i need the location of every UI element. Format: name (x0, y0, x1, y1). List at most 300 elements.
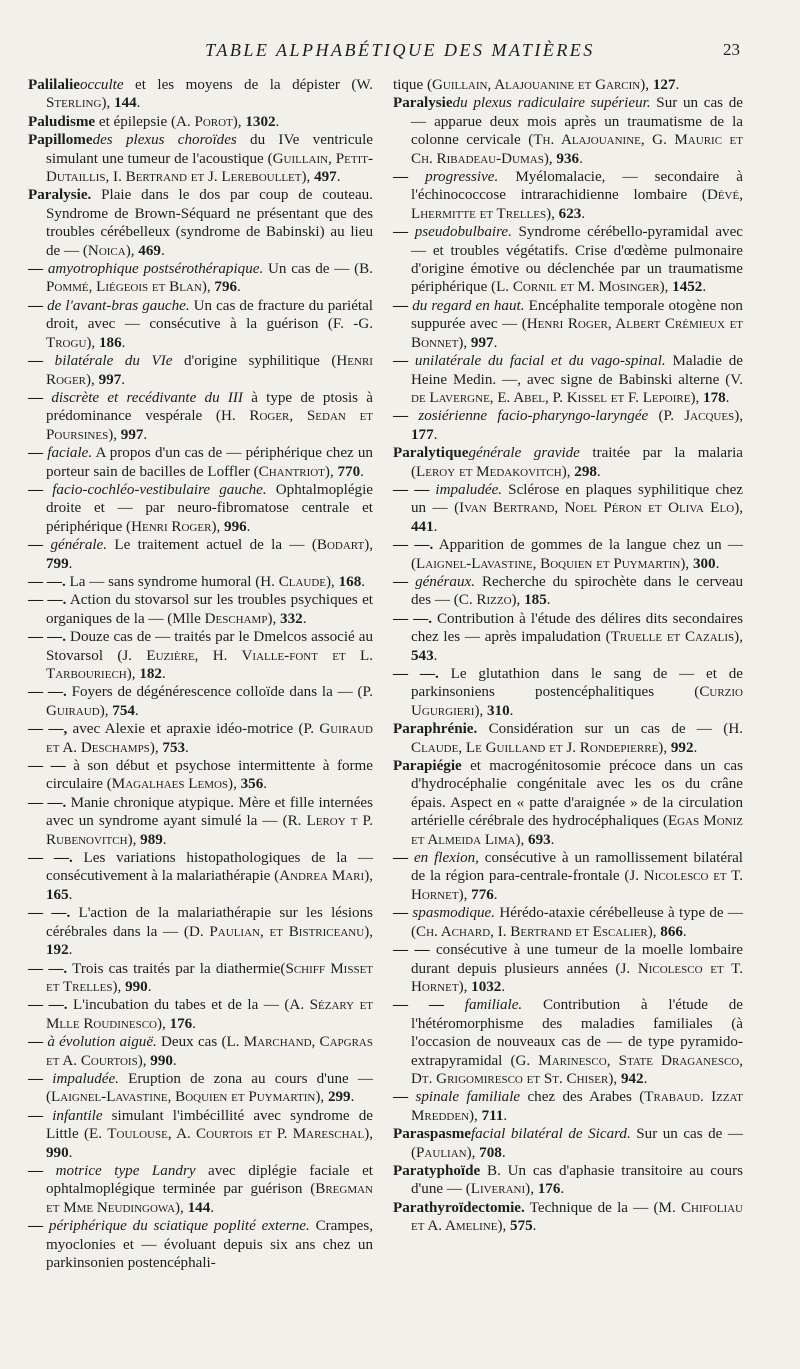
entry-authors: Liverani (470, 1181, 526, 1198)
entry-end: . (68, 1144, 73, 1161)
entry-end: . (161, 666, 166, 682)
entry-end: . (350, 1089, 355, 1106)
index-entry (28, 628, 373, 683)
entry-qualifier: unilatérale du facial et du vago-spinal. (414, 353, 666, 370)
entry-page-ref: 711 (481, 1107, 504, 1124)
index-entry (28, 794, 373, 849)
entry-page-ref: 332 (280, 610, 303, 627)
entry-punct: ), (466, 1144, 480, 1161)
entry-heading: — — (393, 481, 436, 498)
index-entry (28, 389, 373, 444)
entry-page-ref: 186 (98, 334, 122, 351)
entry-page-ref: 182 (139, 666, 162, 682)
entry-heading: — —. (393, 610, 432, 627)
entry-punct: ), (232, 113, 246, 130)
index-entry (393, 407, 743, 444)
entry-end: . (185, 739, 189, 756)
index-entry (393, 573, 743, 610)
entry-end: . (336, 169, 341, 186)
entry-end: . (503, 1107, 508, 1124)
entry-qualifier: discrète et recédivante du III (51, 389, 243, 406)
index-entry (28, 536, 373, 573)
entry-page-ref: 754 (112, 702, 135, 719)
entry-page-ref: 992 (670, 739, 694, 756)
entry-page-ref: 310 (487, 702, 510, 719)
entry-page-ref: 192 (46, 942, 69, 959)
left-column (28, 76, 373, 1272)
entry-authors: Jacques (684, 408, 735, 425)
entry-text: Eruption de zona au cours d'une — ( (46, 1070, 373, 1106)
entry-end: . (682, 923, 687, 940)
entry-page-ref: 1452 (672, 279, 703, 296)
entry-page-ref: 185 (524, 592, 547, 609)
entry-punct: ), (364, 868, 373, 885)
entry-authors: Deschamp (204, 610, 268, 627)
entry-page-ref: 942 (620, 1070, 644, 1087)
entry-qualifier: généraux. (415, 573, 475, 590)
entry-text: L'incubation du tabes et de la — (A. (67, 997, 310, 1014)
entry-heading: — —. (28, 684, 67, 701)
index-entry (28, 904, 373, 959)
entry-authors: Claude (278, 573, 327, 590)
entry-authors: Ch. Achard, I. Bertrand et Escalier (416, 923, 648, 940)
entry-text: Contribution à l'étude des délires dits secondaires chez les — après impaludation ( (411, 610, 743, 646)
entry-qualifier: spinale familiale (415, 1089, 521, 1106)
entry-page-ref: 168 (338, 573, 362, 590)
entry-text: Hérédo-ataxie cérébelleuse à type de — ( (411, 905, 743, 940)
entry-authors: Chifoliau et A. Ameline (411, 1199, 743, 1235)
entry-authors: Nicolesco et T. Hornet (411, 868, 743, 903)
entry-page-ref: 356 (240, 776, 264, 793)
entry-qualifier: générale gravide (468, 445, 580, 462)
entry-punct: ), (658, 739, 671, 756)
entry-text: Maladie de Heine Medin. —, avec signe de Babinski alterne (V. (411, 353, 743, 388)
index-entry (28, 352, 373, 389)
entry-heading: — — (28, 758, 66, 775)
index-entry (28, 960, 373, 997)
entry-text: consécutive à un ramollissement bilatéral de la région para-centrale-frontale (J. (411, 850, 743, 885)
index-entry (393, 168, 743, 223)
entry-text: Sur un cas de — apparue deux mois après un traumatisme de la colonne cervicale ( (411, 95, 743, 149)
entry-punct: ), (734, 629, 743, 646)
index-entry (393, 481, 743, 536)
entry-text: Le traitement actuel de la — ( (107, 537, 317, 554)
entry-punct: ), (458, 334, 471, 351)
index-entry (393, 996, 743, 1088)
entry-heading: — (28, 445, 48, 462)
entry-text: (P. (648, 408, 685, 425)
entry-punct: ), (734, 500, 743, 517)
entry-end: . (162, 831, 167, 848)
entry-page-ref: 575 (510, 1218, 533, 1235)
entry-page-ref: 298 (574, 463, 597, 480)
entry-heading: — (393, 224, 415, 241)
entry-authors: Bregman et Mme Neudingowa (46, 1181, 373, 1216)
index-entry (28, 186, 373, 260)
entry-punct: ), (497, 1218, 511, 1235)
entry-text: et les moyens de la dépister (W. (123, 77, 373, 93)
entry-qualifier: occulte (79, 77, 124, 93)
entry-page-ref: 1302 (245, 113, 276, 130)
entry-authors: Laignel-Lavastine, Boquien et Puymartin (51, 1089, 316, 1106)
entry-authors: Henri Roger (46, 353, 373, 388)
entry-heading: — (28, 353, 55, 370)
entry-text: Syndrome cérébello-pyramidal avec — et troubles végétatifs. Crise d'œdème pulmonaire d'origine émotive ou déclenchée par un traumatisme périphérique (L. (411, 224, 743, 296)
entry-authors: de Lavergne, E. Abel, P. Kissel et F. Lepoire (411, 389, 691, 406)
index-entry (393, 1125, 743, 1162)
entry-qualifier: amyotrophique postsérothérapique. (47, 261, 264, 278)
entry-heading: — —. (28, 794, 67, 811)
entry-text: Manie chronique atypique. Mère et fille internées avec un syndrome ayant simulé la — (R. (46, 794, 373, 830)
index-entry (28, 1217, 373, 1272)
entry-page-ref: 497 (314, 169, 337, 186)
entry-page-ref: 866 (660, 923, 683, 940)
entry-authors: Nicolesco et T. Hornet (411, 960, 743, 995)
entry-heading: — —. (28, 905, 71, 922)
entry-authors: Marchand, Capgras et A. Courtois (46, 1034, 373, 1069)
entry-punct: ), (511, 592, 525, 609)
entry-punct: ), (101, 95, 115, 112)
entry-end: . (581, 205, 586, 222)
entry-authors: Schiff Misset et Trelles (46, 960, 374, 995)
entry-qualifier: progressive. (425, 169, 499, 186)
entry-end: . (702, 279, 707, 296)
entry-heading: — (28, 389, 52, 406)
entry-end: . (560, 1181, 565, 1198)
entry-punct: ), (364, 537, 373, 554)
entry-heading: Parathyroïdectomie. (393, 1199, 525, 1216)
entry-page-ref: 469 (138, 242, 161, 259)
entry-punct: ), (680, 555, 693, 572)
entry-page-ref: 127 (652, 77, 676, 93)
entry-end: . (501, 1144, 506, 1161)
entry-punct: ), (125, 242, 139, 259)
entry-heading: — — (393, 997, 465, 1014)
entry-heading: Paralysie (393, 95, 453, 112)
index-entry (393, 223, 743, 297)
entry-authors: Claude, Le Guilland et J. Rondepierre (411, 739, 659, 756)
entry-authors: Roger, Sedan et Poursines (46, 408, 374, 443)
entry-text: Apparition de gommes de la langue chez un — ( (411, 537, 743, 572)
entry-end: . (136, 95, 141, 112)
entry-text: et épilepsie (A. (95, 113, 195, 130)
entry-end: . (147, 978, 152, 995)
entry-heading: — (393, 169, 426, 186)
entry-heading: — (28, 297, 48, 314)
entry-authors: Toulouse, A. Courtois et P. Mareschal (107, 1126, 365, 1143)
entry-heading: — (28, 1162, 56, 1179)
entry-end: . (275, 113, 280, 130)
entry-page-ref: 997 (120, 426, 144, 443)
entry-end: . (134, 702, 139, 719)
entry-page-ref: 796 (214, 279, 238, 296)
page-number: 23 (723, 40, 740, 59)
entry-heading: — (393, 408, 419, 425)
index-entry (393, 904, 743, 941)
entry-text: Sclérose en plaques syphilitique chez un — ( (411, 481, 743, 517)
entry-text: à son début et psychose intermittente à forme circulaire ( (46, 758, 373, 793)
index-entry (28, 297, 373, 352)
entry-end: . (532, 1218, 537, 1235)
entry-end: . (246, 518, 251, 535)
entry-page-ref: 176 (169, 1015, 193, 1032)
entry-punct: ), (211, 518, 225, 535)
entry-end: . (263, 776, 268, 793)
entry-authors: Magalhaes Lemos (111, 776, 229, 793)
entry-authors: Trogu (46, 334, 87, 351)
entry-qualifier: du plexus radiculaire supérieur. (452, 95, 651, 112)
entry-qualifier: infantile (52, 1107, 103, 1124)
entry-heading: Paralysie. (28, 187, 92, 204)
index-entry (28, 1033, 373, 1070)
entry-page-ref: 770 (337, 463, 361, 480)
entry-page-ref: 989 (140, 831, 163, 848)
entry-text: Un cas de — (B. (263, 261, 373, 278)
entry-authors: Egas Moniz et Almeida Lima (411, 813, 743, 848)
entry-heading: Paraphrénie. (393, 721, 478, 738)
entry-punct: ), (546, 205, 559, 222)
entry-heading: Palilalie (28, 77, 80, 93)
entry-punct: ), (640, 77, 653, 93)
entry-punct: ), (458, 886, 472, 903)
entry-heading: Paratyphoïde (393, 1162, 481, 1179)
entry-text: Encéphalite temporale otogène non suppurée avec — ( (411, 297, 743, 333)
entry-qualifier: facial bilatéral de Sicard. (470, 1126, 631, 1143)
entry-authors: Guiraud et A. Deschamps (46, 721, 373, 756)
entry-qualifier: faciale. (47, 445, 93, 462)
entry-authors: Henri Roger (131, 518, 212, 535)
entry-text: Ophtalmoplégie droite et — par neuro-fibromatose centrale et périphérique ( (46, 481, 373, 535)
entry-heading: — (28, 261, 48, 278)
entry-text: La — sans syndrome humoral (H. (65, 573, 279, 590)
entry-authors: Laignel-Lavastine, Boquien et Puymartin (416, 555, 681, 572)
entry-heading: Paralytique (393, 445, 469, 462)
entry-page-ref: 144 (187, 1199, 211, 1216)
entry-heading: — (393, 1089, 416, 1106)
entry-heading: — —. (28, 960, 68, 977)
entry-text: B. Un cas d'aphasie transitoire au cours d'une — ( (411, 1162, 743, 1198)
index-entry (28, 591, 373, 628)
index-entry (393, 76, 743, 94)
entry-page-ref: 996 (224, 518, 247, 535)
entry-punct: ), (156, 1015, 170, 1032)
entry-punct: ), (201, 279, 215, 296)
entry-qualifier: de l'avant-bras gauche. (47, 297, 190, 314)
entry-authors: Guillain, Alajouanine et Garcin (431, 77, 641, 93)
entry-text: Le glutathion dans le sang de — et de parkinsoniens postencéphalitiques ( (411, 666, 743, 701)
entry-authors: Sézary et Mlle Roudinesco (46, 997, 374, 1032)
entry-text: simulant l'imbécillité avec syndrome de Little (E. (46, 1107, 373, 1143)
entry-end: . (210, 1199, 215, 1216)
entry-authors: Andrea Mari (279, 868, 365, 885)
index-entry (28, 996, 373, 1033)
entry-end: . (596, 463, 601, 480)
entry-punct: ), (126, 666, 140, 682)
entry-heading: — (28, 1218, 49, 1235)
entry-end: . (433, 647, 438, 664)
entry-page-ref: 543 (411, 647, 434, 664)
index-entry (28, 573, 373, 591)
entry-page-ref: 178 (703, 389, 726, 406)
entry-authors: Bodart (316, 537, 365, 554)
index-entry (393, 352, 743, 407)
entry-end: . (725, 389, 730, 406)
entry-authors: Chantriot (258, 463, 325, 480)
entry-heading: — —. (393, 666, 439, 682)
entry-qualifier: impaludée. (435, 481, 503, 498)
entry-end: . (172, 1052, 177, 1069)
index-entry (28, 849, 373, 904)
entry-text: Deux cas (L. (156, 1034, 244, 1051)
entry-authors: Dévé, Lhermitte et Trelles (411, 187, 743, 222)
index-entry (393, 536, 743, 573)
entry-heading: Parapiégie (393, 758, 462, 775)
index-entry (28, 481, 373, 536)
entry-punct: ), (267, 610, 281, 627)
entry-punct: ), (525, 1181, 538, 1198)
entry-end: . (715, 555, 720, 572)
entry-end: . (360, 463, 364, 480)
entry-authors: Noica (87, 242, 126, 259)
entry-authors: Porot (194, 113, 233, 130)
entry-text: Plaie dans le dos par coup de couteau. Syndrome de Brown-Séquard ne présentant que des troubles cérébelleux (syndrome de Babinski) au lieu de — ( (46, 187, 373, 259)
entry-text: Sur un cas de — ( (411, 1126, 743, 1161)
entry-page-ref: 708 (479, 1144, 502, 1161)
entry-heading: Paraspasme (393, 1126, 471, 1143)
entry-punct: ), (326, 573, 339, 590)
entry-end: . (361, 573, 366, 590)
index-entry (28, 444, 373, 481)
entry-text: du IVe ventricule simulant une tumeur de l'acoustique ( (46, 132, 373, 167)
entry-page-ref: 997 (98, 371, 122, 388)
entry-punct: ), (543, 150, 557, 167)
index-entry (393, 941, 743, 996)
entry-qualifier: générale. (50, 537, 108, 554)
entry-page-ref: 753 (162, 739, 186, 756)
entry-qualifier: du regard en haut. (412, 297, 525, 314)
entry-page-ref: 177 (411, 426, 434, 443)
entry-authors: Leroy t P. Rubenovitch (46, 813, 373, 848)
entry-punct: ), (734, 408, 743, 425)
entry-punct: ), (458, 978, 472, 995)
entry-punct: ), (474, 702, 488, 719)
entry-end: . (302, 610, 307, 627)
entry-text: traitée par la malaria ( (411, 445, 744, 480)
entry-punct: ), (175, 1199, 188, 1216)
index-entry (393, 665, 743, 720)
entry-punct: ), (469, 1107, 482, 1124)
entry-heading: — (28, 1034, 48, 1051)
entry-punct: ), (228, 776, 241, 793)
entry-text: Considération sur un cas de — (H. (477, 721, 743, 738)
entry-end: . (433, 518, 438, 535)
index-entry (28, 720, 373, 757)
entry-page-ref: 799 (46, 555, 69, 572)
entry-text: et macrogénitosomie précoce dans un cas d'hydrocéphalie congénitale avec les os du crâne épais. Aspect en « patte d'araignée » de la circulation artérielle cérébrale des hydrocéphaliques ( (411, 758, 743, 830)
entry-page-ref: 623 (558, 205, 582, 222)
index-entry (28, 1107, 373, 1162)
entry-end: . (546, 592, 551, 609)
entry-authors: Curzio Ugurgieri (411, 684, 743, 719)
entry-authors: Guillain, Petit-Dutaillis, I. Bertrand et J. Lereboullet (46, 150, 373, 186)
entry-page-ref: 1032 (471, 978, 502, 995)
entry-text: Action du stovarsol sur les troubles psychiques et organiques de la — (Mlle (46, 592, 374, 627)
entry-punct: ), (108, 426, 121, 443)
entry-punct: ), (301, 169, 315, 186)
index-entry (28, 757, 373, 794)
entry-end: . (68, 942, 73, 959)
entry-authors: Paulian, et Bistriceanu (209, 923, 365, 940)
right-column (393, 76, 743, 1236)
entry-end: . (192, 1015, 196, 1032)
entry-punct: ), (99, 702, 113, 719)
entry-qualifier: périphérique du sciatique poplité externe. (48, 1218, 310, 1235)
index-entry (393, 720, 743, 757)
entry-page-ref: 693 (528, 831, 551, 848)
entry-text: Un cas de fracture du pariétal droit, avec — consécutive à la guérison (F. -G. (46, 297, 373, 333)
entry-page-ref: 144 (114, 95, 137, 112)
entry-qualifier: des plexus choroïdes (92, 132, 237, 149)
entry-end: . (693, 739, 698, 756)
index-entry (393, 444, 743, 481)
entry-punct: ), (647, 923, 661, 940)
entry-text: Crampes, myoclonies et — évoluant depuis six ans chez un parkinsonien postencéphali- (46, 1218, 373, 1271)
index-entry (28, 260, 373, 297)
entry-text: Technique de la — (M. (524, 1199, 681, 1216)
entry-punct: ), (690, 389, 704, 406)
entry-text: d'origine syphilitique ( (172, 353, 337, 370)
entry-punct: ), (112, 978, 126, 995)
entry-text: consécutive à une tumeur de la moelle lombaire durant depuis plusieurs années (J. (411, 942, 743, 977)
entry-qualifier: pseudobulbaire. (414, 224, 512, 241)
entry-qualifier: motrice type Landry (55, 1162, 196, 1179)
index-entry (393, 849, 743, 904)
entry-authors: Rizzo (476, 592, 512, 609)
entry-punct: ), (364, 1126, 374, 1143)
entry-heading: — (393, 905, 413, 922)
entry-authors: Truelle et Cazalis (610, 629, 735, 646)
entry-page-ref: 990 (125, 978, 148, 995)
entry-end: . (501, 978, 506, 995)
entry-punct: ), (127, 831, 141, 848)
index-entry (393, 1088, 743, 1125)
entry-heading: Papillome (28, 132, 93, 149)
entry-end: . (68, 886, 73, 903)
entry-qualifier: impaludée. (52, 1070, 119, 1087)
index-entry (393, 610, 743, 665)
entry-end: . (143, 426, 148, 443)
entry-authors: Cornil et M. Mosinger (512, 279, 660, 296)
entry-qualifier: en flexion, (413, 850, 479, 867)
entry-authors: Guiraud (46, 702, 100, 719)
entry-end: . (675, 77, 680, 93)
entry-text: Contribution à l'étude de l'hétéromorphisme des maladies familiales (à l'occasion de nouveaux cas de — de type pyramido-extrapyramidal (G. (411, 997, 743, 1069)
entry-heading: — —. (28, 850, 73, 867)
entry-page-ref: 776 (471, 886, 494, 903)
running-head (0, 40, 800, 64)
entry-text: Foyers de dégénérescence colloïde dans la — (P. (66, 684, 373, 701)
entry-qualifier: facio-cochléo-vestibulaire gauche. (52, 481, 267, 498)
entry-punct: ), (149, 739, 163, 756)
entry-page-ref: 997 (470, 334, 494, 351)
index-entry (28, 1070, 373, 1107)
entry-heading: — —. (28, 592, 67, 609)
entry-end: . (509, 702, 514, 719)
entry-heading: — —. (28, 997, 68, 1014)
entry-heading: — — (393, 942, 430, 959)
index-entry (28, 131, 373, 186)
index-entry (393, 1162, 743, 1199)
